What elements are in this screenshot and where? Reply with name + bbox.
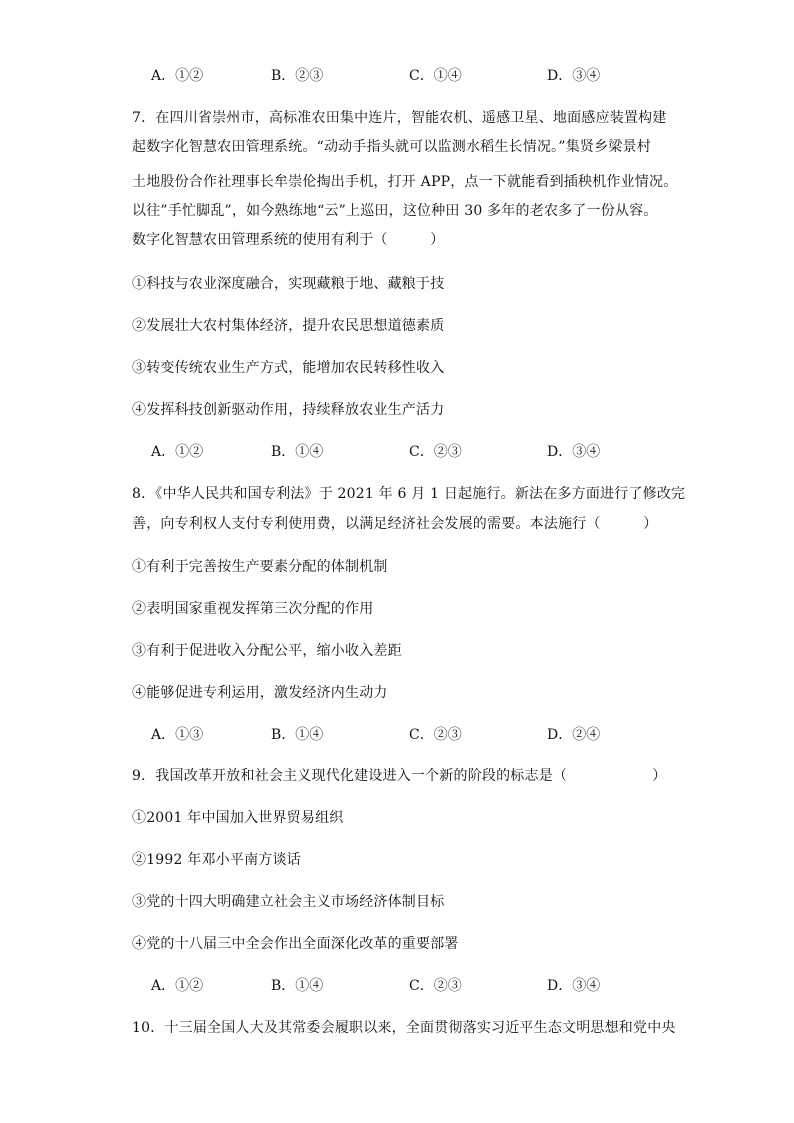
q9-item-2: ②1992 年邓小平南方谈话 [132, 852, 301, 868]
q7-stem-line-5: 数字化智慧农田管理系统的使用有利于（ ） [132, 232, 445, 248]
q8-item-4: ④能够促进专利运用，激发经济内生动力 [132, 685, 388, 701]
q9-option-d: D．③④ [547, 978, 601, 994]
q9-option-b: B．①④ [271, 978, 324, 994]
q7-item-4: ④发挥科技创新驱动作用，持续释放农业生产活力 [132, 402, 445, 418]
q7-stem-line-2: 起数字化智慧农田管理系统。“动动手指头就可以监测水稻生长情况。”集贤乡梁景村 [132, 139, 651, 155]
q8-stem-line-1: 8．《中华人民共和国专利法》于 2021 年 6 月 1 日起施行。新法在多方面进行了修改完 [132, 486, 686, 502]
q8-option-d: D．②④ [547, 727, 601, 743]
q7-option-b: B．①④ [271, 444, 324, 460]
q6-option-a: A．①② [151, 68, 204, 84]
q8-option-c: C．②③ [409, 727, 462, 743]
q6-option-c: C．①④ [409, 68, 462, 84]
q8-option-a: A．①③ [151, 727, 204, 743]
q8-item-1: ①有利于完善按生产要素分配的体制机制 [132, 559, 388, 575]
q7-option-d: D．③④ [547, 444, 601, 460]
q9-option-c: C．②③ [409, 978, 462, 994]
q7-item-3: ③转变传统农业生产方式，能增加农民转移性收入 [132, 360, 445, 376]
q7-options [0, 442, 794, 462]
q9-item-1: ①2001 年中国加入世界贸易组织 [132, 810, 344, 826]
q8-item-3: ③有利于促进收入分配公平，缩小收入差距 [132, 643, 402, 659]
q9-item-4: ④党的十八届三中全会作出全面深化改革的重要部署 [132, 936, 459, 952]
q7-item-1: ①科技与农业深度融合，实现藏粮于地、藏粮于技 [132, 276, 445, 292]
q8-option-b: B．①④ [271, 727, 324, 743]
q9-stem-line-1: 9．我国改革开放和社会主义现代化建设进入一个新的阶段的标志是（ ） [132, 768, 667, 784]
q9-option-a: A．①② [151, 978, 204, 994]
q8-item-2: ②表明国家重视发挥第三次分配的作用 [132, 601, 374, 617]
q8-stem-line-2: 善，向专利权人支付专利使用费，以满足经济社会发展的需要。本法施行（ ） [132, 516, 658, 532]
q7-stem-line-3: 土地股份合作社理事长牟崇伦掏出手机，打开 APP，点一下就能看到插秧机作业情况。 [132, 174, 678, 190]
q6-option-b: B．②③ [271, 68, 324, 84]
q6-options [0, 66, 794, 86]
q9-options [0, 976, 794, 996]
q8-options [0, 725, 794, 745]
q7-stem-line-4: 以往”手忙脚乱”，如今熟练地“云”上巡田，这位种田 30 多年的老农多了一份从容。 [132, 203, 658, 219]
q9-item-3: ③党的十四大明确建立社会主义市场经济体制目标 [132, 894, 445, 910]
q7-option-c: C．②③ [409, 444, 462, 460]
q10-stem-line-1: 10．十三届全国人大及其常委会履职以来，全面贯彻落实习近平生态文明思想和党中央 [132, 1020, 676, 1036]
q7-item-2: ②发展壮大农村集体经济，提升农民思想道德素质 [132, 318, 445, 334]
q7-option-a: A．①② [151, 444, 204, 460]
q6-option-d: D．③④ [547, 68, 601, 84]
q7-stem-line-1: 7．在四川省崇州市，高标准农田集中连片，智能农机、遥感卫星、地面感应装置构建 [132, 110, 667, 126]
